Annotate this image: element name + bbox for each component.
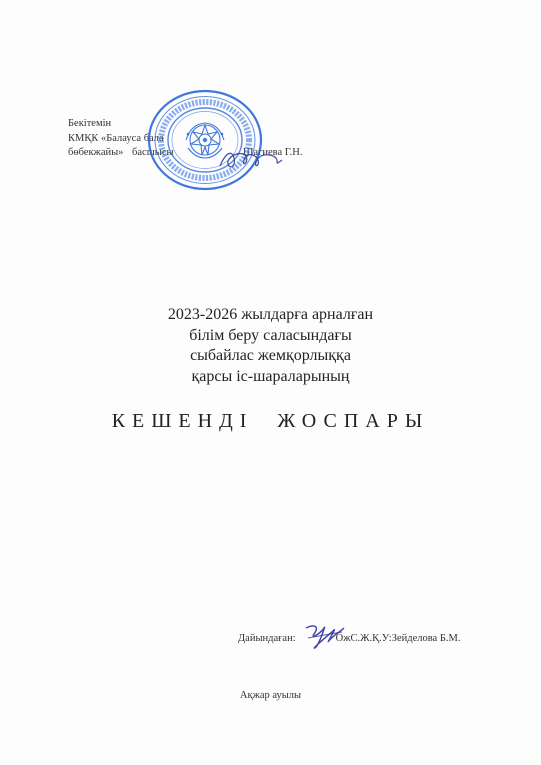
document-subtitle [0,305,541,387]
prepared-by-label: Дайындаған: [238,633,296,644]
approval-organization: КМҚК «Балауса бала [68,132,164,144]
subtitle-line-3: сыбайлас жемқорлыққа [190,347,351,364]
document-title: КЕШЕНДІ ЖОСПАРЫ [111,410,430,432]
preparer-signature [300,620,348,654]
approval-heading: Бекітемін [68,118,112,129]
approval-org-type: бөбекжайы» [68,147,124,158]
official-seal [146,88,264,192]
place-name: Ақжар ауылы [239,690,302,701]
subtitle-line-2: білім беру саласындағы [189,326,352,344]
approver-name: Шагиева Г.Н. [242,147,303,158]
subtitle-line-1: 2023-2026 жылдарға арналған [167,306,374,323]
approval-position: басшысы [132,147,174,158]
prepared-by-name: ОжС.Ж.Қ.У:Зейделова Б.М. [335,633,461,644]
approver-signature [216,144,288,174]
prepared-by-line [238,633,460,644]
subtitle-line-4: қарсы іс-шараларының [191,367,350,385]
